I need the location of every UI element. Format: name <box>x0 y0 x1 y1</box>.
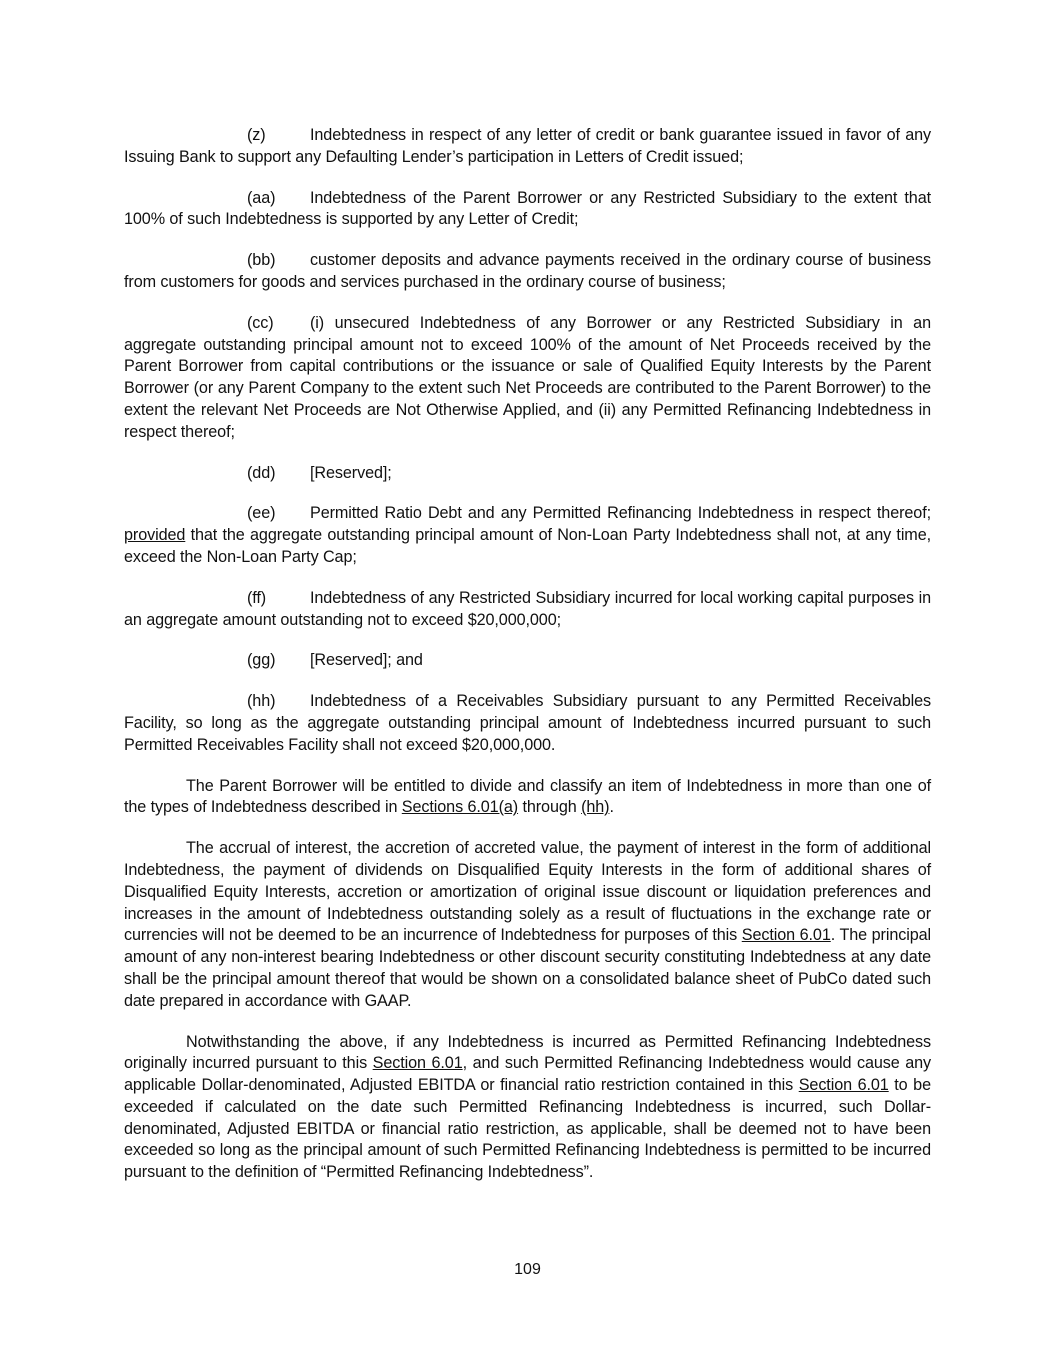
clause-ff <box>124 588 931 632</box>
clause-aa <box>124 188 931 232</box>
clause-number: (cc) <box>247 313 274 332</box>
clause-dd <box>124 463 931 485</box>
section-reference: Sections 6.01(a) <box>401 798 519 817</box>
clause-number: (dd) <box>247 463 276 482</box>
document-page <box>124 125 931 1203</box>
clause-number: (hh) <box>247 692 276 711</box>
paragraph-text: The Parent Borrower will be entitled to divide and classify an item of Indebtedness in more than one of the types of Indebtedness described in <box>124 776 931 817</box>
section-reference: Section 6.01 <box>372 1054 463 1073</box>
clause-number: (gg) <box>247 651 276 670</box>
clause-number: (bb) <box>247 251 276 270</box>
provided-term: provided <box>124 526 186 545</box>
clause-text: Indebtedness of a Receivables Subsidiary pursuant to any Permitted Receivables Facility, so long as the aggregate outstanding principal amount of Indebtedness incurred pursuant to such Permitted Receivables Facility shall not exceed $20,000,000. <box>124 692 931 754</box>
clause-text: [Reserved]; and <box>310 651 423 670</box>
page-number: 109 <box>514 1261 541 1278</box>
paragraph-text: The accrual of interest, the accretion of accreted value, the payment of interest in the form of additional Indebtedness, the payment of dividends on Disqualified Equity Interests in the form of additional shares of Disqualified Equity Interests, accretion or amortization of original issue discount or liquidation preferences and increases in the amount of Indebtedness outstanding solely as a result of fluctuations in the exchange rate or currencies will not be deemed to be an incurrence of Indebtedness for purposes of this <box>124 839 931 945</box>
paragraph-text: through <box>518 798 582 817</box>
refinancing-paragraph <box>124 1032 931 1185</box>
clause-text: Indebtedness of the Parent Borrower or any Restricted Subsidiary to the extent that 100% of such Indebtedness is supported by any Letter of Credit; <box>124 188 931 229</box>
paragraph-text: to be exceeded if calculated on the date such Permitted Refinancing Indebtedness is incurred, such Dollar-denominated, Adjusted EBITDA or financial ratio restriction, as applicable, shall be deemed not to have been exceeded so long as the principal amount of such Permitted Refinancing Indebtedness is permitted to be incurred pursuant to the definition of “Permitted Refinancing Indebtedness”. <box>124 1076 931 1182</box>
section-reference: Section 6.01 <box>741 926 831 945</box>
clause-text: Permitted Ratio Debt and any Permitted Refinancing Indebtedness in respect thereof; <box>310 504 931 523</box>
section-reference: (hh) <box>581 798 610 817</box>
clause-gg <box>124 650 931 672</box>
paragraph-text: . <box>609 798 614 817</box>
clause-z <box>124 125 931 169</box>
clause-number: (ff) <box>247 588 267 607</box>
clause-number: (ee) <box>247 504 276 523</box>
clause-number: (aa) <box>247 188 276 207</box>
section-reference: Section 6.01 <box>798 1076 889 1095</box>
clause-text: Indebtedness of any Restricted Subsidiary incurred for local working capital purposes in an aggregate amount outstanding not to exceed $20,000,000; <box>124 588 931 629</box>
clause-number: (z) <box>247 126 266 144</box>
paragraph-text: Notwithstanding the above, if any Indebtedness is incurred as Permitted Refinancing Indebtedness originally incurred pursuant to this <box>124 1032 931 1073</box>
clause-text: (i) unsecured Indebtedness of any Borrower or any Restricted Subsidiary in an aggregate outstanding principal amount not to exceed 100% of the amount of Net Proceeds received by the Parent Borrower from capital contributions or the issuance or sale of Qualified Equity Interests by the Parent Borrower (or any Parent Company to the extent such Net Proceeds are contributed to the Parent Borrower) to the extent the relevant Net Proceeds are Not Otherwise Applied, and (ii) any Permitted Refinancing Indebtedness in respect thereof; <box>124 313 931 441</box>
clause-text: customer deposits and advance payments received in the ordinary course of business from customers for goods and services purchased in the ordinary course of business; <box>124 251 931 291</box>
paragraph-text: , and such Permitted Refinancing Indebtedness would cause any applicable Dollar-denominated, Adjusted EBITDA or financial ratio restriction contained in this <box>124 1054 932 1095</box>
clause-text-continued: that the aggregate outstanding principal amount of Non-Loan Party Indebtedness shall not, at any time, exceed the Non-Loan Party Cap; <box>124 526 931 566</box>
clause-ee <box>124 503 931 568</box>
clause-cc <box>124 313 931 444</box>
classification-paragraph <box>124 776 931 820</box>
clause-text: [Reserved]; <box>310 463 392 482</box>
clause-hh <box>124 691 931 756</box>
paragraph-text: . The principal amount of any non-interest bearing Indebtedness or other discount security constituting Indebtedness at any date shall be the principal amount thereof that would be shown on a consolidated balance sheet of PubCo dated such date prepared in accordance with GAAP. <box>124 926 932 1010</box>
accrual-paragraph <box>124 838 931 1012</box>
clause-text: Indebtedness in respect of any letter of credit or bank guarantee issued in favor of any Issuing Bank to support any Defaulting Lender’s participation in Letters of Credit issued; <box>124 126 931 166</box>
clause-bb <box>124 250 931 294</box>
